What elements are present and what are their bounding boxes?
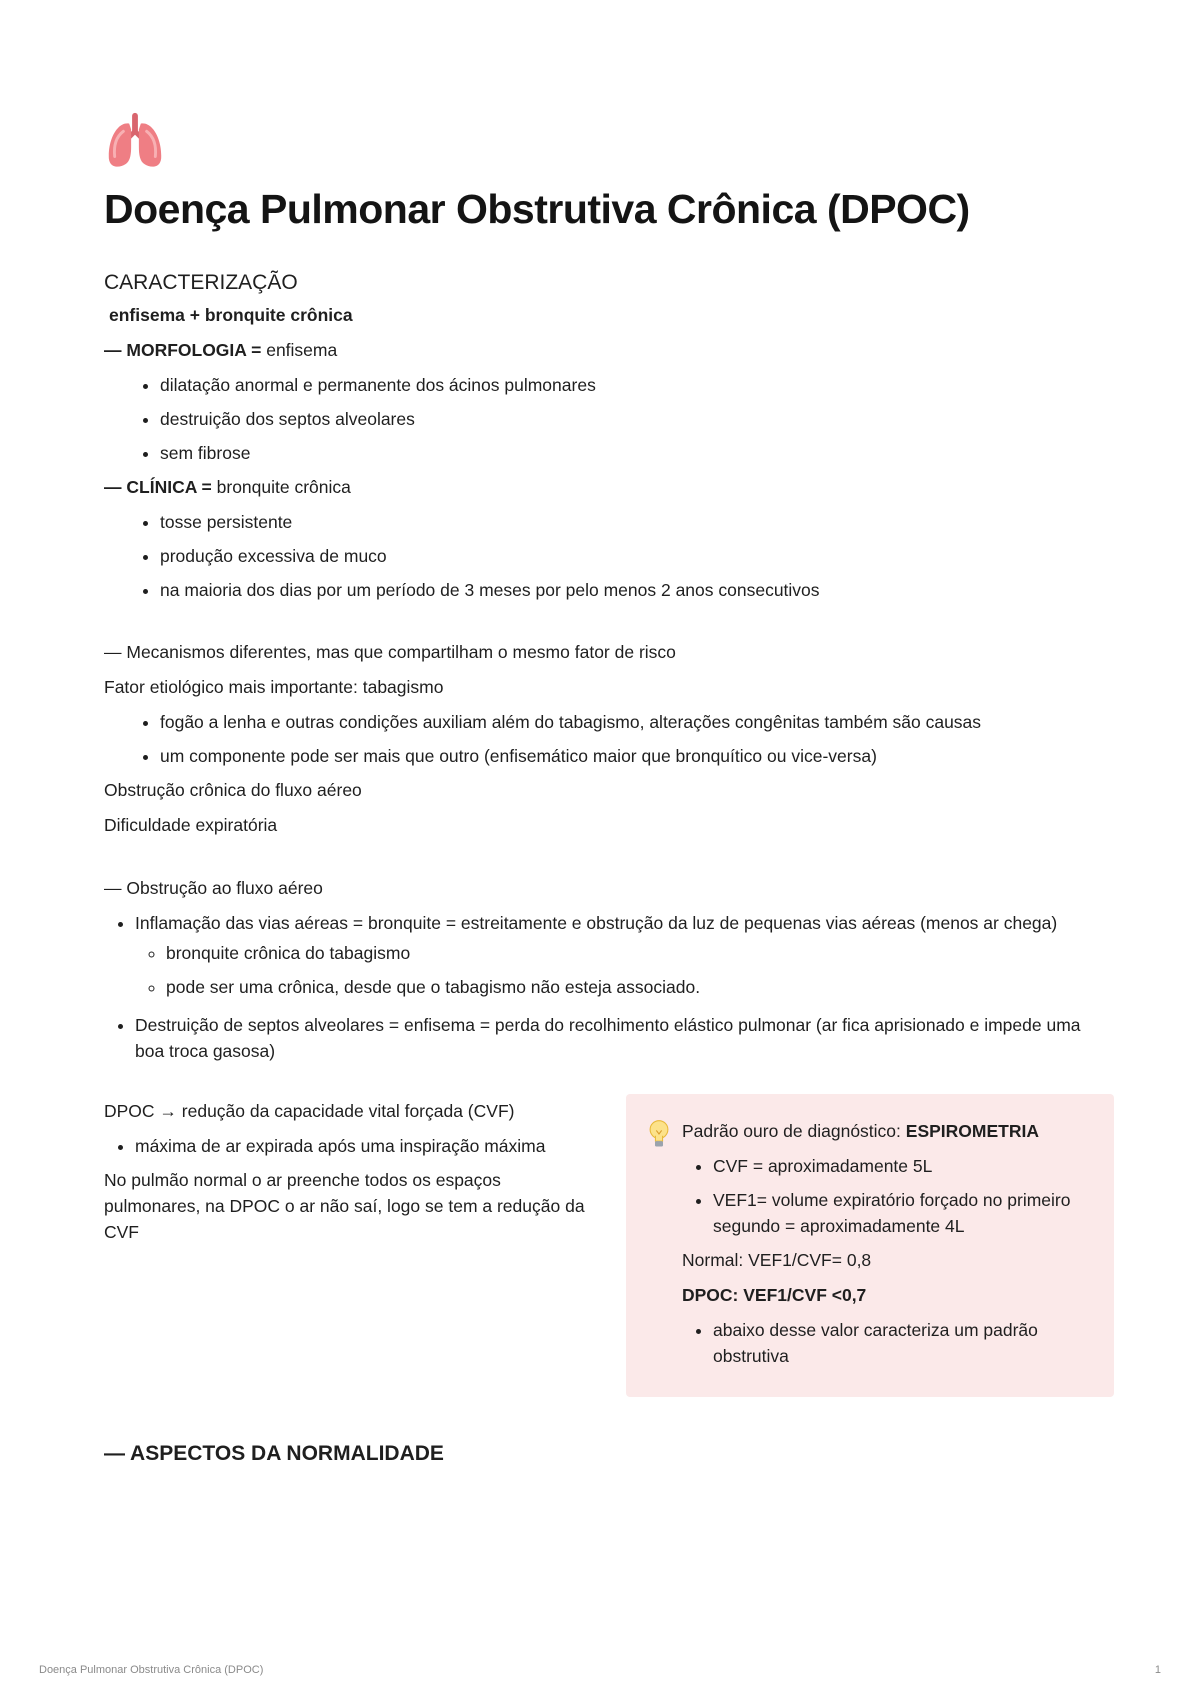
fator-list [104, 705, 1114, 773]
clinica-list [104, 505, 1114, 607]
footer-title: Doença Pulmonar Obstrutiva Crônica (DPOC) [39, 1664, 264, 1676]
fator-line: Fator etiológico mais importante: tabagismo [104, 677, 444, 697]
inflamacao-text: Inflamação das vias aéreas = bronquite = estreitamente e obstrução da luz de pequenas vias aéreas (menos ar chega) [135, 913, 1058, 933]
list-item: • VEF1= volume expiratório forçado no primeiro segundo = aproximadamente 4L [713, 1183, 1096, 1243]
list-item: • tosse persistente [160, 505, 1114, 539]
callout-body [674, 1114, 1096, 1373]
list-item: • Destruição de septos alveolares = enfisema = perda do recolhimento elástico pulmonar (ar fica aprisionado e impede uma boa troca gasosa) [135, 1008, 1114, 1068]
page-footer [39, 1664, 1161, 1676]
subtitle: enfisema + bronquite crônica [109, 305, 353, 325]
dpoc-list [682, 1313, 1096, 1373]
list-item: • na maioria dos dias por um período de 3 meses por pelo menos 2 anos consecutivos [160, 573, 1114, 607]
left-column [104, 1094, 588, 1397]
morfologia-list [104, 368, 1114, 470]
two-column-block [104, 1094, 1114, 1397]
lightbulb-icon [644, 1118, 674, 1150]
dificuldade-line: Dificuldade expiratória [104, 815, 278, 835]
dpoc-ratio: DPOC: VEF1/CVF <0,7 [682, 1285, 867, 1305]
normal-ratio: Normal: VEF1/CVF= 0,8 [682, 1250, 872, 1270]
list-item: • sem fibrose [160, 436, 1114, 470]
section-heading-aspectos: — ASPECTOS DA NORMALIDADE [104, 1442, 444, 1465]
page-number: 1 [1154, 1664, 1161, 1676]
pulmao-normal-text: No pulmão normal o ar preenche todos os espaços pulmonares, na DPOC o ar não saí, logo se tem a redução da CVF [104, 1170, 585, 1242]
mecanismos-line: — Mecanismos diferentes, mas que compartilham o mesmo fator de risco [104, 642, 676, 662]
clinica-line: — CLÍNICA = bronquite crônica [104, 477, 351, 497]
page-title: Doença Pulmonar Obstrutiva Crônica (DPOC) [104, 186, 970, 232]
callout-heading: Padrão ouro de diagnóstico: ESPIROMETRIA [682, 1121, 1039, 1141]
list-item: • máxima de ar expirada após uma inspiração máxima [135, 1129, 588, 1163]
list-item: • dilatação anormal e permanente dos ácinos pulmonares [160, 368, 1114, 402]
section-heading-caracterizacao: CARACTERIZAÇÃO [104, 271, 298, 294]
obstrucao-list [104, 906, 1114, 1068]
list-item: ◦ bronquite crônica do tabagismo [166, 936, 1114, 970]
inflamacao-sublist [135, 936, 1114, 1004]
morfologia-line: — MORFOLOGIA = enfisema [104, 340, 338, 360]
obstrucao-header: — Obstrução ao fluxo aéreo [104, 878, 323, 898]
diagnosis-callout [626, 1094, 1114, 1397]
list-item: • produção excessiva de muco [160, 539, 1114, 573]
cvf-list [104, 1129, 588, 1163]
list-item: • destruição dos septos alveolares [160, 402, 1114, 436]
list-item: • fogão a lenha e outras condições auxiliam além do tabagismo, alterações congênitas também são causas [160, 705, 1114, 739]
list-item: • um componente pode ser mais que outro (enfisemático maior que bronquítico ou vice-versa) [160, 739, 1114, 773]
document-page [104, 110, 1114, 1469]
obstrucao-cronica-line: Obstrução crônica do fluxo aéreo [104, 780, 362, 800]
list-item: ◦ pode ser uma crônica, desde que o tabagismo não esteja associado. [166, 970, 1114, 1004]
list-item [135, 906, 1114, 1008]
callout-list [682, 1149, 1096, 1243]
lungs-icon [104, 110, 166, 172]
list-item: • abaixo desse valor caracteriza um padrão obstrutiva [713, 1313, 1096, 1373]
list-item: • CVF = aproximadamente 5L [713, 1149, 1096, 1183]
dpoc-cvf-line: DPOC → redução da capacidade vital forçada (CVF) [104, 1101, 515, 1121]
